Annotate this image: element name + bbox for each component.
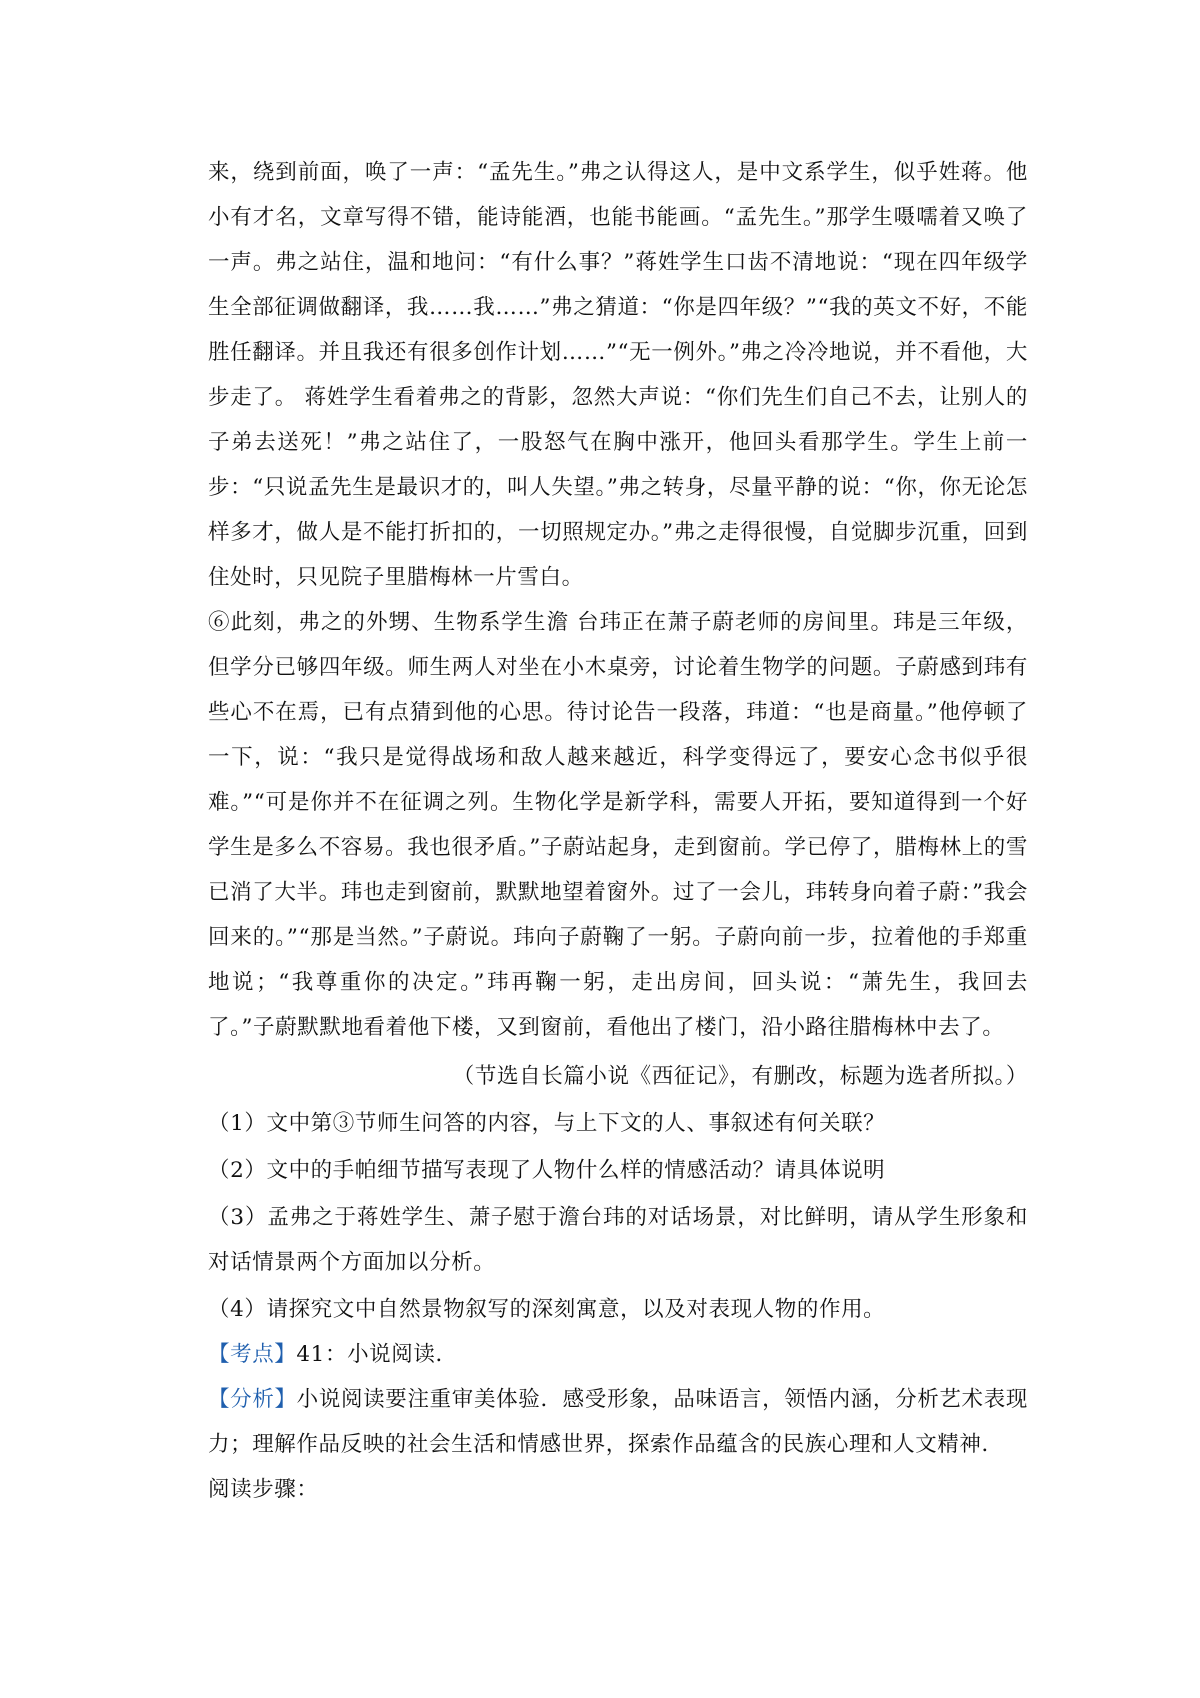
reading-steps-heading: 阅读步骤： (208, 1477, 319, 1502)
question-1: （1）文中第③节师生问答的内容，与上下文的人、事叙述有何关联？ (208, 1111, 886, 1136)
kaodian-text: 41：小说阅读． (296, 1342, 458, 1367)
fenxi-section (208, 1377, 1028, 1467)
fenxi-text: 小说阅读要注重审美体验．感受形象，品味语言，领悟内涵，分析艺术表现力；理解作品反映的社会生活和情感世界，探索作品蕴含的民族心理和人文精神． (208, 1387, 1028, 1457)
question-2: （2）文中的手帕细节描写表现了人物什么样的情感活动？请具体说明 (208, 1158, 886, 1183)
question-3: （3）孟弗之于蒋姓学生、萧子慰于澹台玮的对话场景，对比鲜明，请从学生形象和对话情景两个方面加以分析。 (208, 1205, 1028, 1275)
passage-paragraph-continued: 来，绕到前面，唤了一声：“孟先生。”弗之认得这人，是中文系学生，似乎姓蒋。他小有才名，文章写得不错，能诗能酒，也能书能画。“孟先生。”那学生嗫嚅着又唤了一声。弗之站住，温和地问：“有什么事？”蒋姓学生口齿不清地说：“现在四年级学生全部征调做翻译，我……我……”弗之猜道：“你是四年级？”“我的英文不好，不能胜任翻译。并且我还有很多创作计划……”“无一例外。”弗之冷冷地说，并不看他，大步走了。 蒋姓学生看着弗之的背影，忽然大声说：“你们先生们自己不去，让别人的子弟去送死！”弗之站住了，一股怒气在胸中涨开，他回头看那学生。学生上前一步：“只说孟先生是最识才的，叫人失望。”弗之转身，尽量平静的说：“你，你无论怎样多才，做人是不能打折扣的，一切照规定办。”弗之走得很慢，自觉脚步沉重，回到住处时，只见院子里腊梅林一片雪白。 (208, 160, 1028, 590)
kaodian-label: 【考点】 (208, 1342, 297, 1367)
passage-source-note: （节选自长篇小说《西征记》，有删改，标题为选者所拟。） (452, 1064, 1028, 1089)
fenxi-label: 【分析】 (208, 1387, 297, 1412)
document-content (208, 150, 1028, 1512)
passage-paragraph-6: ⑥此刻，弗之的外甥、生物系学生澹 台玮正在萧子蔚老师的房间里。玮是三年级，但学分已够四年级。师生两人对坐在小木桌旁，讨论着生物学的问题。子蔚感到玮有些心不在焉，已有点猜到他的心思。待讨论告一段落，玮道：“也是商量。”他停顿了一下，说：“我只是觉得战场和敌人越来越近，科学变得远了，要安心念书似乎很难。”“可是你并不在征调之列。生物化学是新学科，需要人开拓，要知道得到一个好学生是多么不容易。我也很矛盾。”子蔚站起身，走到窗前。学已停了，腊梅林上的雪已消了大半。玮也走到窗前，默默地望着窗外。过了一会儿，玮转身向着子蔚：”我会回来的。”“那是当然。”子蔚说。玮向子蔚鞠了一躬。子蔚向前一步，拉着他的手郑重地说；“我尊重你的决定。”玮再鞠一躬，走出房间，回头说：“萧先生，我回去了。”子蔚默默地看着他下楼，又到窗前，看他出了楼门，沿小路往腊梅林中去了。 (208, 610, 1028, 1040)
question-4: （4）请探究文中自然景物叙写的深刻寓意，以及对表现人物的作用。 (208, 1297, 886, 1322)
kaodian-section (208, 1332, 1028, 1377)
